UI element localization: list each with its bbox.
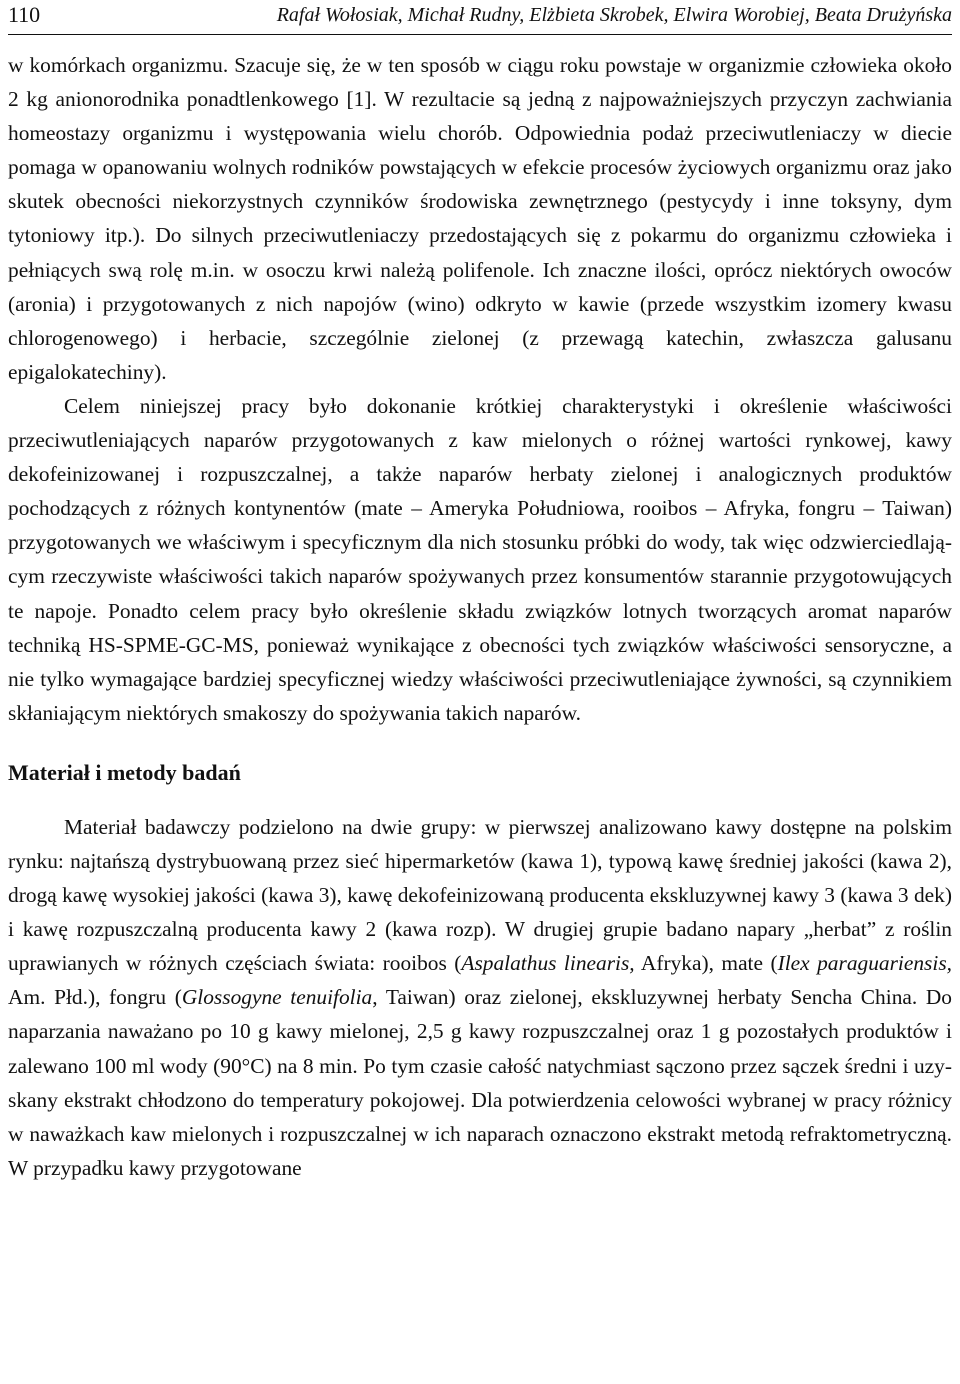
page-number: 110 — [8, 2, 41, 27]
section-heading-materials-methods: Materiał i metody badań — [8, 759, 241, 785]
running-header — [8, 0, 952, 40]
header-rule — [8, 34, 952, 35]
materials-text-1: Materiał badawczy podzielono na dwie grupy: w pierwszej analizowano kawy dostępne na polskim rynku: najtańszą dystrybuowaną przez sieć hipermarketów (kawa 1), typową kawę średniej jakości (kawa 2), drogą kawę wysokiej jakości (kawa 3), kawę dekofeinizowaną producenta ekskluzywnej kawy 3 (kawa 3 dek) i kawę rozpuszczalną producenta kawy 2 (kawa rozp). W drugiej grupie badano napary „herbat” z roślin uprawianych w różnych częściach świata: rooibos ( — [8, 814, 952, 976]
paragraph-materials — [8, 810, 952, 1185]
species-name-aspalathus: Aspalathus linearis, — [461, 951, 635, 976]
materials-text-3: Am. Płd.), fongru ( — [8, 985, 182, 1010]
paragraph-aim: Celem niniejszej pracy było dokonanie krótkiej charakterystyki i określenie właściwości przeciwutleniających naparów przygotowanych z kaw mielonych o różnej wartości rynkowej, kawy dekofeinizowanej i rozpuszczalnej, a także naparów herbaty zielonej i analogicznych produktów pochodzących z różnych kontynentów (mate – Ameryka Południowa, rooibos – Afryka, fongru – Taiwan) przygotowanych we właściwym i specyficznym dla nich stosunku próbki do wody, tak więc odzwierciedlającym rzeczywiste właściwości takich naparów spożywanych przez konsumentów starannie przygotowujących te napoje. Ponadto celem pracy było określenie składu związków lotnych tworzących aromat naparów techniką HS-SPME-GC-MS, ponieważ wynikające z obecności tych związków właściwości sensoryczne, a nie tylko wymagające bardziej specyficznej wiedzy właściwości przeciwutleniające żywności, są czynnikiem skłaniającym niektórych smakoszy do spożywania takich naparów. — [8, 393, 952, 725]
running-header-authors: Rafał Wołosiak, Michał Rudny, Elżbieta Skrobek, Elwira Worobiej, Beata Drużyńska — [276, 4, 952, 26]
materials-text-2: Afryka), mate ( — [634, 951, 778, 976]
materials-text-4: , Taiwan) oraz zielonej, ekskluzywnej herbaty Sencha China. Do naparzania naważano po 10 g kawy mielonej, 2,5 g kawy rozpuszczalnej oraz 1 g pozostałych produktów i zalewano 100 ml wody (90°C) na 8 min. Po tym czasie całość natychmiast sączono przez sączek średni i uzyskany ekstrakt chłodzono do temperatury pokojowej. Dla potwierdzenia celowości wybranej w pracy różnicy w naważkach kaw mielonych i rozpuszczalnej w ich naparach oznaczono ekstrakt metodą refraktometryczną. W przypadku kawy przygotowane — [8, 985, 952, 1180]
species-name-ilex: Ilex paraguariensis, — [777, 951, 953, 976]
paragraph-intro-continued: w komórkach organizmu. Szacuje się, że w ten sposób w ciągu roku powstaje w organizmie człowieka około 2 kg anionorodnika ponadtlenkowego [1]. W rezultacie są jedną z najpoważniejszych przyczyn zachwiania homeostazy organizmu i występowania wielu chorób. Odpowiednia podaż przeciwutleniaczy w diecie pomaga w opanowaniu wolnych rodników powstających w efekcie procesów życiowych organizmu oraz jako skutek obecności niekorzystnych czynników środowiska zewnętrznego (pestycydy i inne toksyny, dym tytoniowy itp.). Do silnych przeciwutleniaczy przedostających się z pokarmu do organizmu człowieka i pełniących swą rolę m.in. w osoczu krwi należą polifenole. Ich znaczne ilości, oprócz niektórych owoców (aronia) i przygotowanych z nich napojów (wino) odkryto w kawie (przede wszystkim izomery kwasu chlorogenowego) i herbacie, szczególnie zielonej (z przewagą katechin, zwłaszcza galusanu epigalokatechiny). — [8, 53, 952, 384]
species-name-glossogyne: Glossogyne tenuifolia — [181, 985, 373, 1010]
